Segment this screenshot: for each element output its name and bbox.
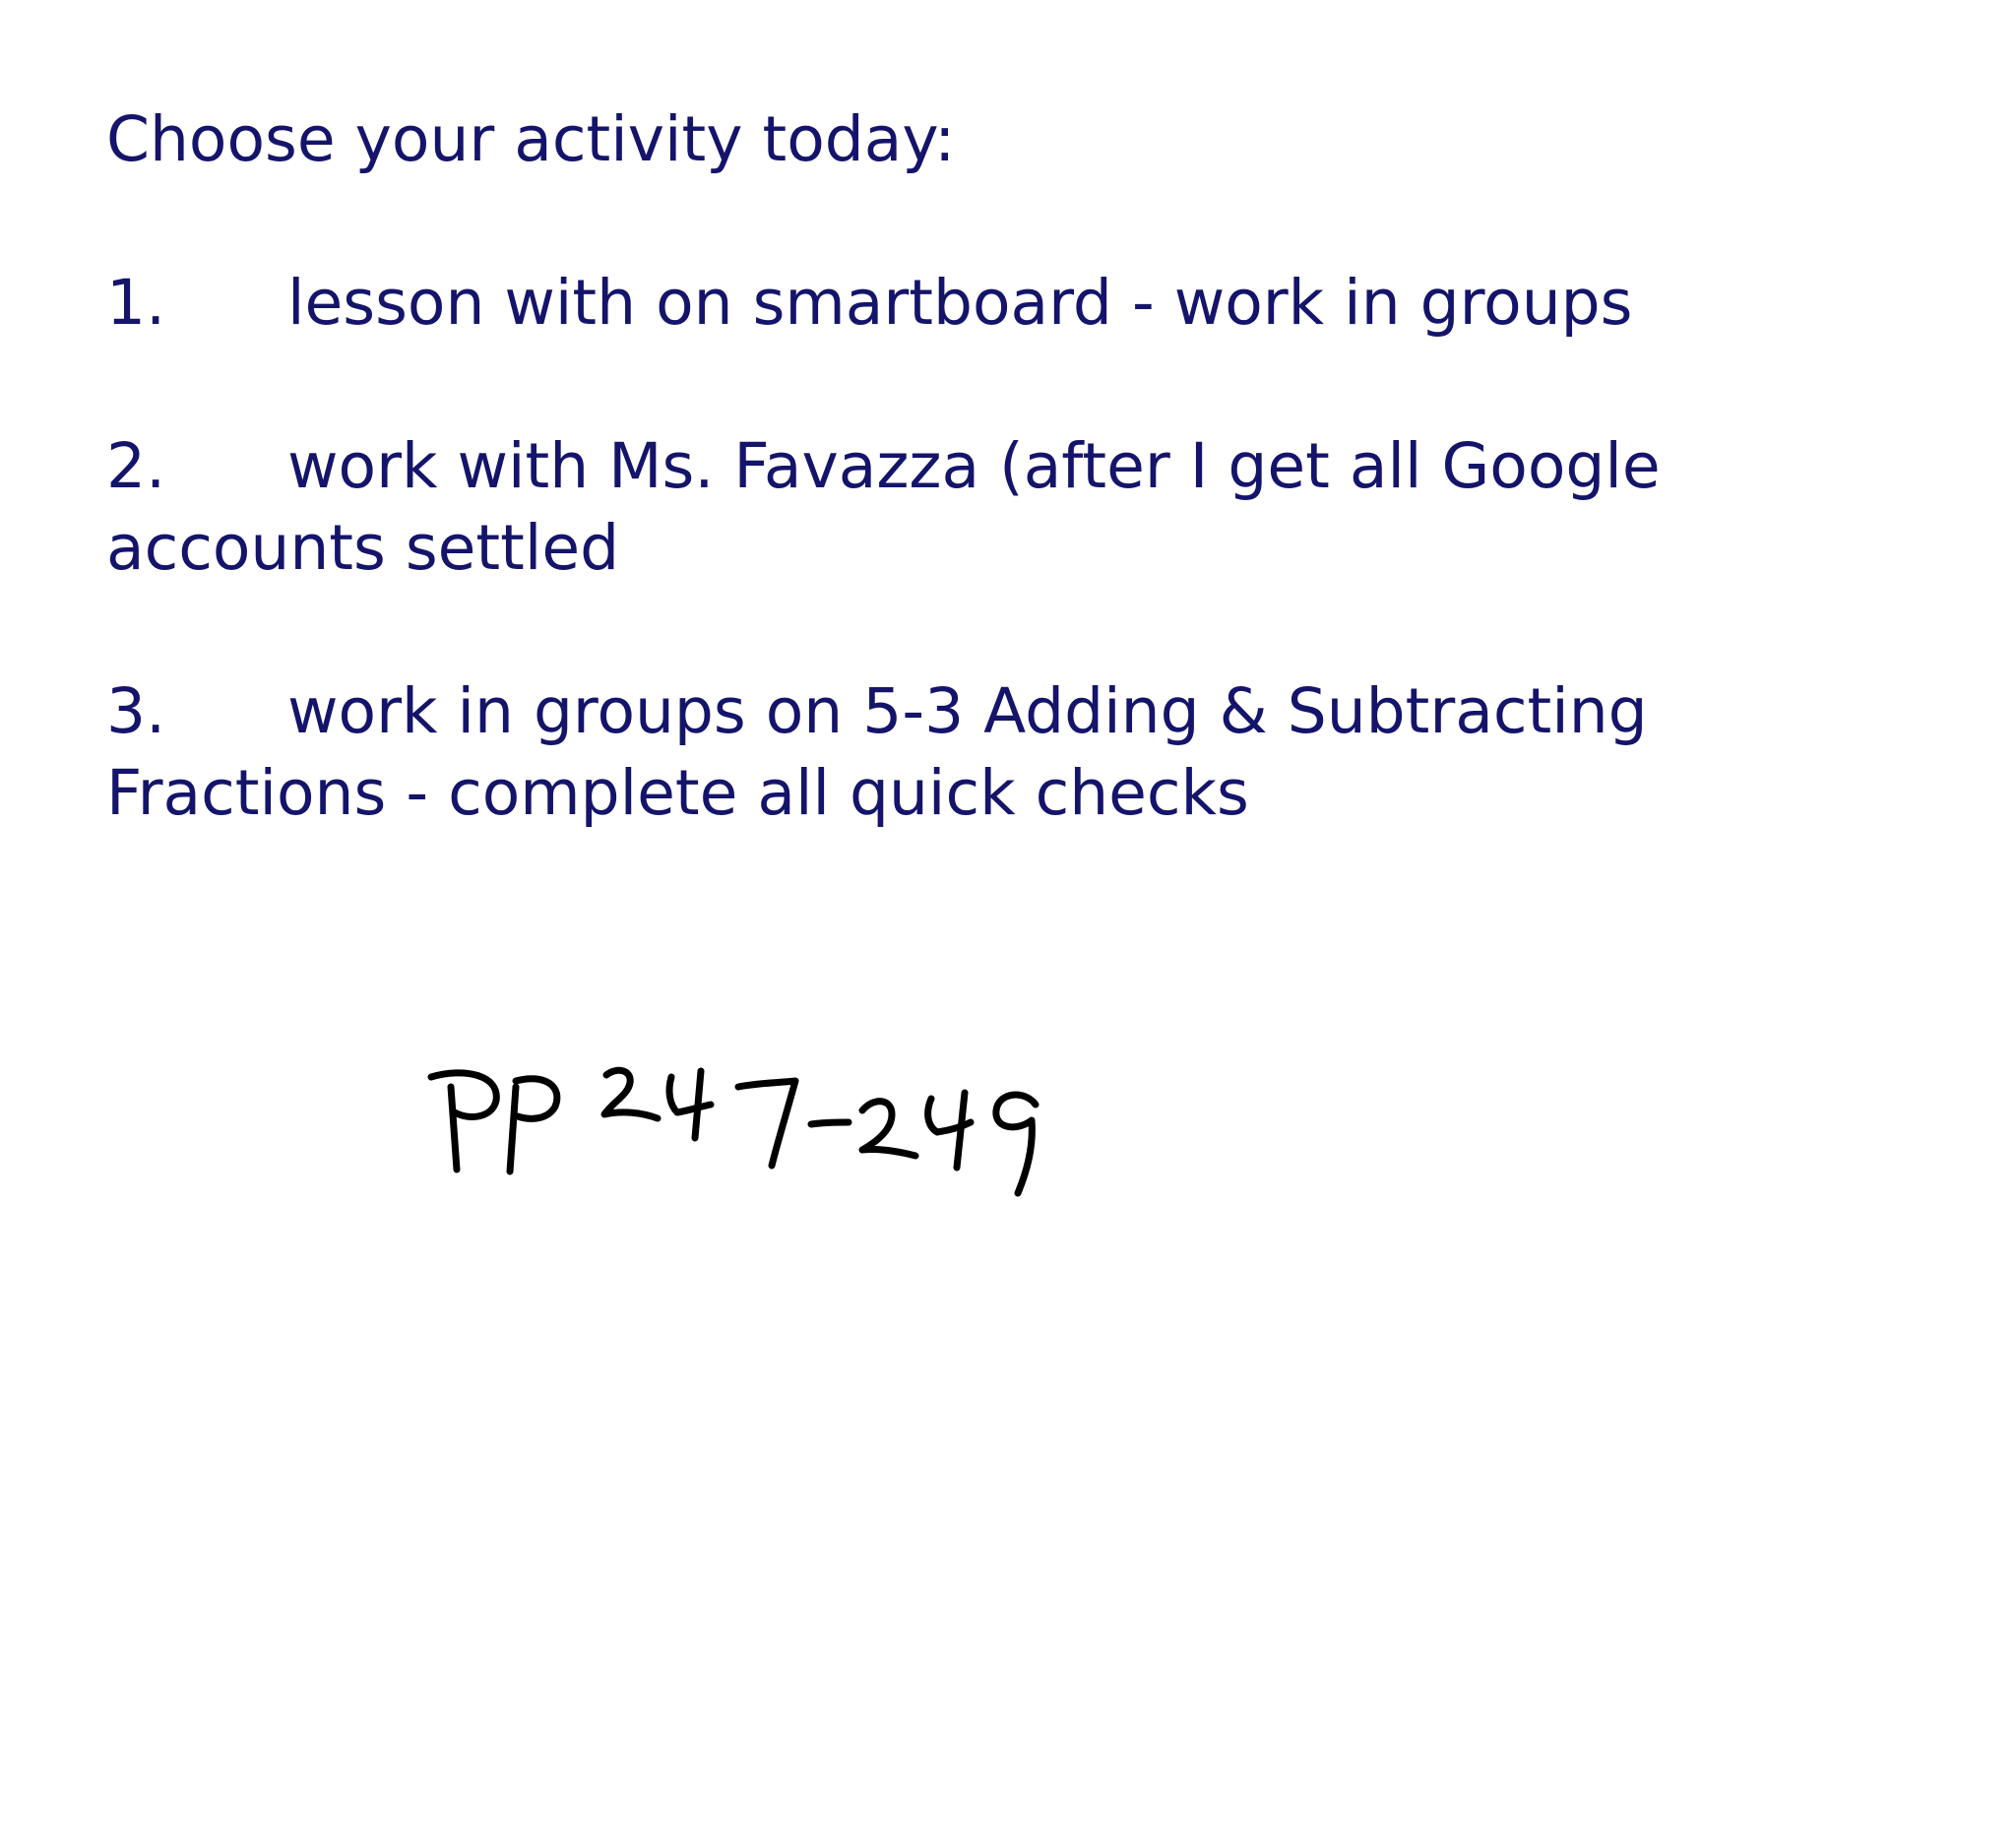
item-number: 1.	[106, 267, 166, 339]
page-title: Choose your activity today:	[106, 103, 956, 175]
item-text: lesson with on smartboard - work in groups	[287, 267, 1633, 339]
list-item	[106, 670, 1957, 834]
item-text-continued: accounts settled	[106, 512, 620, 584]
item-text: work with Ms. Favazza (after I get all Google	[287, 430, 1661, 502]
item-text-continued: Fractions - complete all quick checks	[106, 757, 1249, 829]
list-item	[106, 425, 1957, 589]
list-item	[106, 262, 1957, 344]
handwritten-page-note	[413, 1053, 1063, 1201]
item-number: 3.	[106, 675, 166, 747]
item-number: 2.	[106, 430, 166, 502]
activity-instructions	[106, 98, 1957, 916]
item-text: work in groups on 5-3 Adding & Subtracting	[287, 675, 1648, 747]
